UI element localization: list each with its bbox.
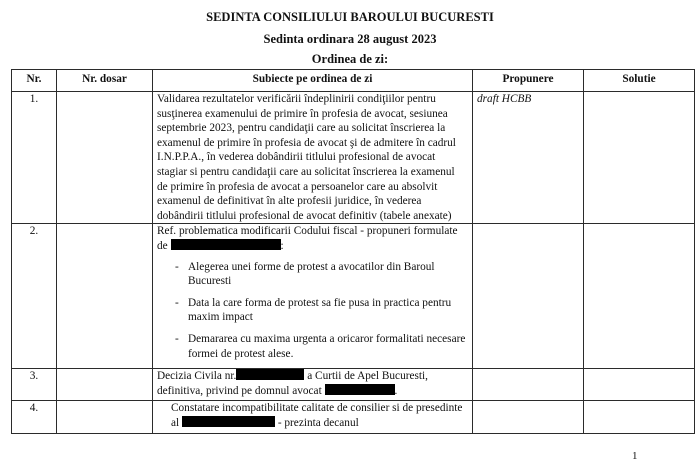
proposal-cell (473, 401, 584, 434)
agenda-heading: Ordinea de zi: (311, 52, 389, 66)
table-row (12, 224, 695, 369)
bullet-marker: - (175, 260, 179, 273)
column-header-subiecte: Subiecte pe ordinea de zi (153, 70, 473, 92)
proposal-cell: draft HCBB (473, 92, 584, 224)
redaction-bar (236, 369, 304, 380)
subject-text: definitiva, privind pe domnul avocat (157, 384, 322, 397)
bullet-list (157, 260, 468, 362)
table-row (12, 401, 695, 434)
subject-cell (153, 401, 473, 434)
subject-cell (153, 369, 473, 401)
column-header-dosar: Nr. dosar (57, 70, 153, 92)
solution-cell (584, 92, 695, 224)
subject-cell: Validarea rezultatelor verificării îndeplinirii condiţiilor pentru susţinerea examenului de primire în profesia de avocat, sesiunea septembrie 2023, pentru candidaţii care au solicitat înscrierea la examenul de primire în profesia de avocat şi de admitere în cadrul I.N.P.P.A., în vederea dobândirii titlului profesional de avocat stagiar si pentru candidaţii care au solicitat înscrierea la examenul de primire în profesia de avocat a persoanelor care au absolvit examenul de definitivat în alte profesii juridice, în vederea dobândirii titlului profesional de avocat definitiv (tabele anexate) (153, 92, 473, 224)
subject-text: a Curtii de Apel Bucuresti, (307, 370, 428, 383)
agenda-table (11, 69, 695, 434)
dossier-cell (57, 224, 153, 369)
subject-cell (153, 224, 473, 369)
dossier-cell (57, 401, 153, 434)
subject-line (157, 401, 468, 430)
bullet-text: Data la care forma de protest sa fie pusa in practica pentru maxim impact (188, 296, 452, 324)
list-item (175, 260, 468, 289)
list-item (175, 332, 468, 361)
column-header-propunere: Propunere (473, 70, 584, 92)
subject-intro: Ref. problematica modificarii Codului fiscal - propuneri formulate de (157, 225, 458, 252)
subject-text: - prezinta decanul (277, 416, 359, 429)
dossier-cell (57, 369, 153, 401)
table-header-row (12, 70, 695, 92)
row-number: 1. (12, 92, 57, 224)
solution-cell (584, 224, 695, 369)
row-number: 4. (12, 401, 57, 434)
list-item (175, 296, 468, 325)
dossier-cell (57, 92, 153, 224)
table-row (12, 369, 695, 401)
redaction-bar (325, 384, 395, 395)
page-number: 1 (632, 450, 638, 462)
solution-cell (584, 401, 695, 434)
subject-text: Decizia Civila nr. (157, 370, 237, 383)
subject-intro-end: : (280, 239, 284, 252)
row-number: 3. (12, 369, 57, 401)
bullet-text: Alegerea unei forme de protest a avocatilor din Baroul Bucuresti (188, 260, 435, 288)
table-row (12, 92, 695, 224)
subject-text: . (394, 384, 398, 397)
bullet-marker: - (175, 296, 179, 309)
proposal-cell (473, 369, 584, 401)
column-header-solutie: Solutie (584, 70, 695, 92)
session-subtitle: Sedinta ordinara 28 august 2023 (263, 32, 437, 46)
solution-cell (584, 369, 695, 401)
redaction-bar (171, 239, 281, 250)
subject-text: al (171, 416, 180, 429)
document-title: SEDINTA CONSILIULUI BAROULUI BUCURESTI (206, 10, 494, 24)
column-header-nr: Nr. (12, 70, 57, 92)
subject-text: Constatare incompatibilitate calitate de consilier si de presedinte (171, 402, 463, 415)
bullet-marker: - (175, 332, 179, 345)
row-number: 2. (12, 224, 57, 369)
redaction-bar (182, 416, 275, 427)
bullet-text: Demararea cu maxima urgenta a oricaror formalitati necesare formei de protest alese. (188, 332, 466, 360)
proposal-cell (473, 224, 584, 369)
